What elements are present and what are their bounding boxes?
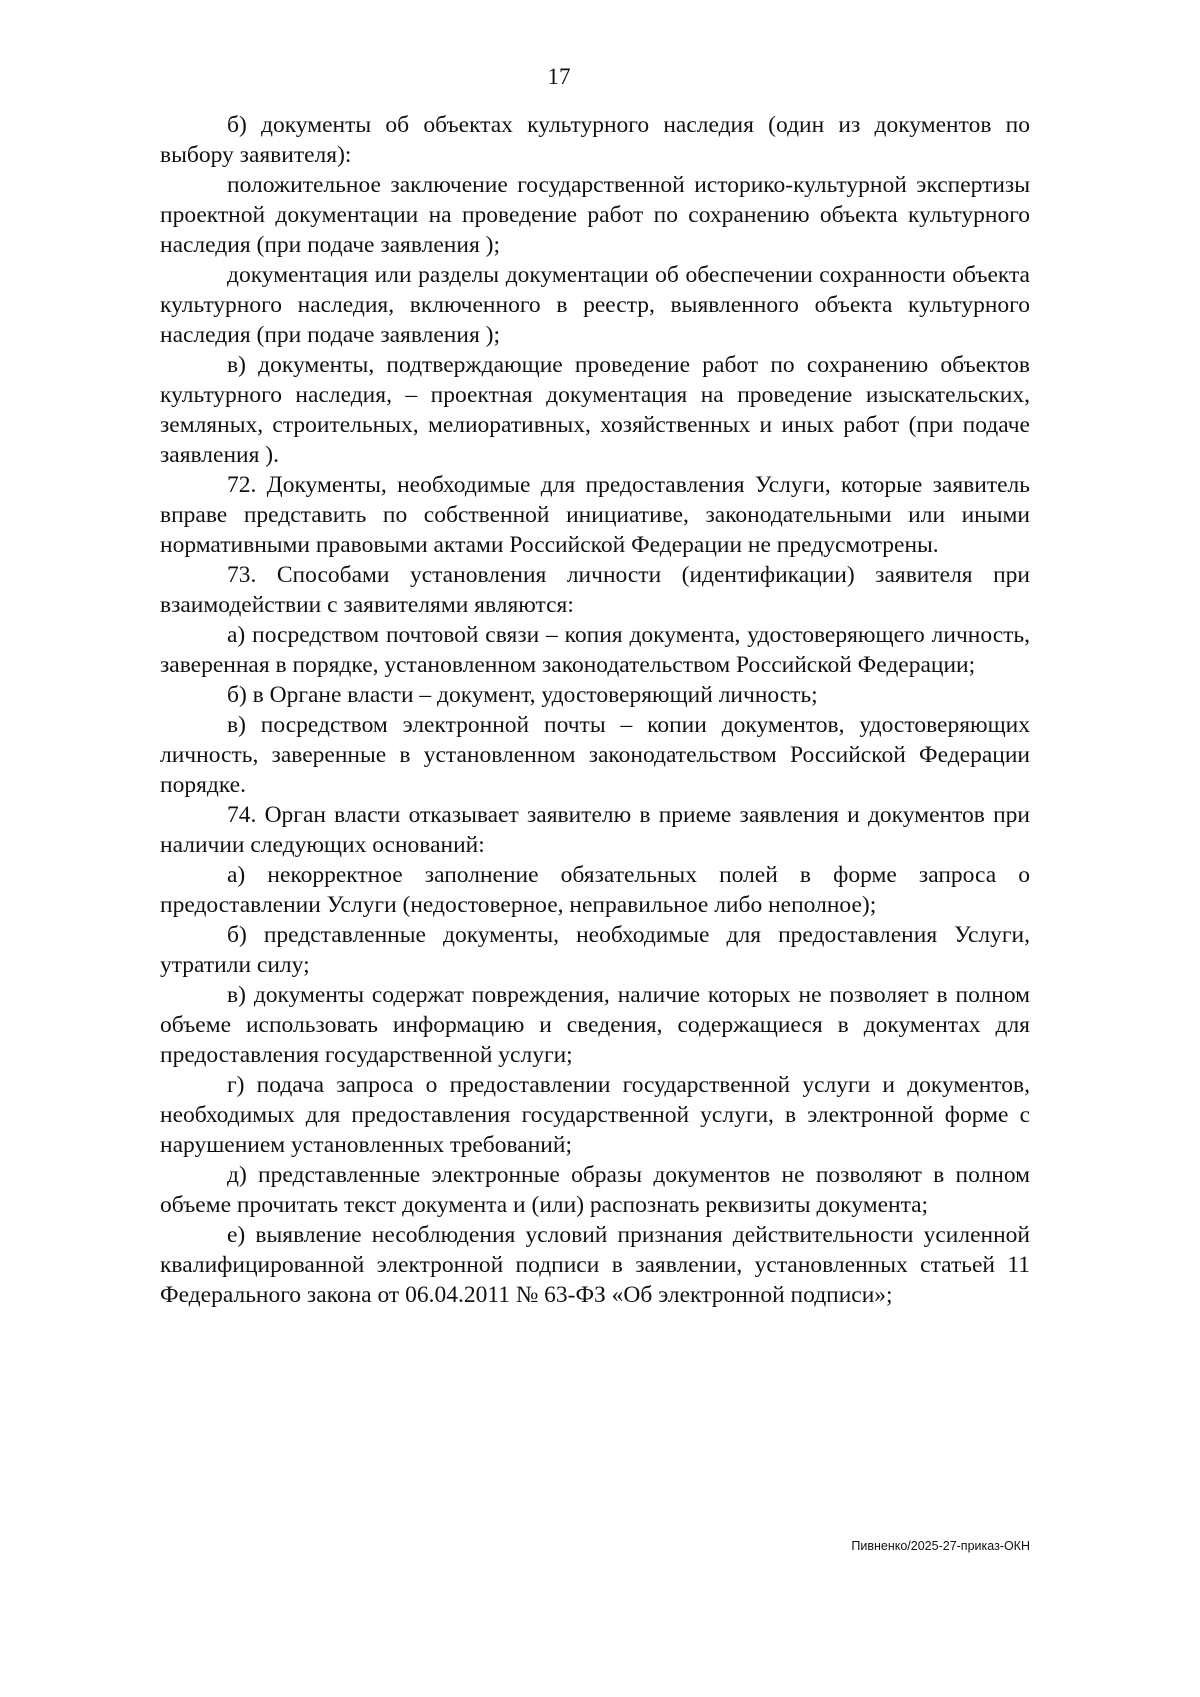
paragraph-expertise-conclusion: положительное заключение государственной историко-культурной экспертизы проектной документации на проведение работ по сохранению объекта культурного наследия (при подаче заявления ); — [160, 172, 1030, 258]
paragraph-74-v: в) документы содержат повреждения, наличие которых не позволяет в полном объеме использовать информацию и сведения, содержащиеся в документах для предоставления государственной услуги; — [160, 982, 1030, 1068]
paragraph-73: 73. Способами установления личности (идентификации) заявителя при взаимодействии с заявителями являются: — [160, 562, 1030, 618]
paragraph-preservation-documentation: документация или разделы документации об обеспечении сохранности объекта культурного наследия, включенного в реестр, выявленного объекта культурного наследия (при подаче заявления ); — [160, 262, 1030, 348]
paragraph-v-works-confirmation: в) документы, подтверждающие проведение работ по сохранению объектов культурного наследия, – проектная документация на проведение изыскательских, земляных, строительных, мелиоративных, хозяйственных и иных работ (при подаче заявления ). — [160, 352, 1030, 468]
document-footer-code: Пивненко/2025-27-приказ-ОКН — [851, 1539, 1030, 1553]
paragraph-74-e: е) выявление несоблюдения условий признания действительности усиленной квалифицированной электронной подписи в заявлении, установленных статьей 11 Федерального закона от 06.04.2011 № 63-ФЗ «Об электронной подписи»; — [160, 1222, 1030, 1308]
page-number: 17 — [547, 64, 571, 89]
paragraph-73-v: в) посредством электронной почты – копии документов, удостоверяющих личность, заверенные в установленном законодательством Российской Федерации порядке. — [160, 712, 1030, 798]
paragraph-74-g: г) подача запроса о предоставлении государственной услуги и документов, необходимых для предоставления государственной услуги, в электронной форме с нарушением установленных требований; — [160, 1072, 1030, 1158]
paragraph-b-heritage-documents: б) документы об объектах культурного наследия (один из документов по выбору заявителя): — [160, 112, 1030, 168]
document-body — [160, 110, 1030, 1310]
paragraph-74-a: а) некорректное заполнение обязательных полей в форме запроса о предоставлении Услуги (недостоверное, неправильное либо неполное); — [160, 862, 1030, 918]
paragraph-74-d: д) представленные электронные образы документов не позволяют в полном объеме прочитать текст документа и (или) распознать реквизиты документа; — [160, 1162, 1030, 1218]
paragraph-73-b: б) в Органе власти – документ, удостоверяющий личность; — [227, 682, 818, 708]
paragraph-73-a: а) посредством почтовой связи – копия документа, удостоверяющего личность, заверенная в порядке, установленном законодательством Российской Федерации; — [160, 622, 1030, 678]
paragraph-72: 72. Документы, необходимые для предоставления Услуги, которые заявитель вправе представить по собственной инициативе, законодательными или иными нормативными правовыми актами Российской Федерации не предусмотрены. — [160, 472, 1030, 558]
paragraph-74-b: б) представленные документы, необходимые для предоставления Услуги, утратили силу; — [160, 922, 1030, 978]
paragraph-74: 74. Орган власти отказывает заявителю в приеме заявления и документов при наличии следующих оснований: — [160, 802, 1030, 858]
